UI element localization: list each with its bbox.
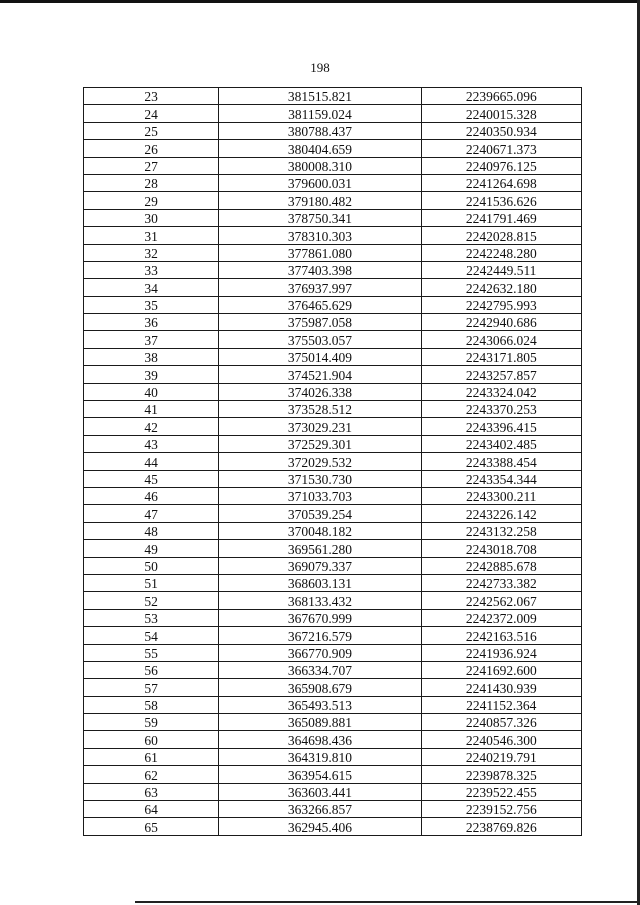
x-coordinate-cell: 380404.659	[219, 140, 421, 157]
point-number-cell: 64	[84, 801, 219, 818]
x-coordinate-cell: 375503.057	[219, 331, 421, 348]
x-coordinate-cell: 363954.615	[219, 766, 421, 783]
x-coordinate-cell: 365493.513	[219, 696, 421, 713]
y-coordinate-cell: 2239878.325	[421, 766, 582, 783]
table-row	[84, 801, 582, 818]
point-number-cell: 30	[84, 209, 219, 226]
point-number-cell: 61	[84, 748, 219, 765]
x-coordinate-cell: 374521.904	[219, 366, 421, 383]
y-coordinate-cell: 2243018.708	[421, 540, 582, 557]
y-coordinate-cell: 2242940.686	[421, 314, 582, 331]
point-number-cell: 42	[84, 418, 219, 435]
point-number-cell: 43	[84, 435, 219, 452]
point-number-cell: 53	[84, 609, 219, 626]
y-coordinate-cell: 2242449.511	[421, 261, 582, 278]
point-number-cell: 58	[84, 696, 219, 713]
y-coordinate-cell: 2242028.815	[421, 227, 582, 244]
x-coordinate-cell: 377403.398	[219, 261, 421, 278]
point-number-cell: 35	[84, 296, 219, 313]
y-coordinate-cell: 2243300.211	[421, 487, 582, 504]
y-coordinate-cell: 2242562.067	[421, 592, 582, 609]
table-row	[84, 644, 582, 661]
x-coordinate-cell: 381515.821	[219, 88, 421, 105]
x-coordinate-cell: 380008.310	[219, 157, 421, 174]
table-row	[84, 192, 582, 209]
point-number-cell: 24	[84, 105, 219, 122]
point-number-cell: 60	[84, 731, 219, 748]
point-number-cell: 33	[84, 261, 219, 278]
point-number-cell: 40	[84, 383, 219, 400]
y-coordinate-cell: 2242632.180	[421, 279, 582, 296]
table-row	[84, 505, 582, 522]
table-row	[84, 818, 582, 835]
point-number-cell: 28	[84, 174, 219, 191]
y-coordinate-cell: 2240219.791	[421, 748, 582, 765]
table-row	[84, 227, 582, 244]
x-coordinate-cell: 363266.857	[219, 801, 421, 818]
table-row	[84, 679, 582, 696]
x-coordinate-cell: 375014.409	[219, 348, 421, 365]
point-number-cell: 57	[84, 679, 219, 696]
x-coordinate-cell: 373528.512	[219, 401, 421, 418]
x-coordinate-cell: 369079.337	[219, 557, 421, 574]
y-coordinate-cell: 2241936.924	[421, 644, 582, 661]
point-number-cell: 51	[84, 574, 219, 591]
y-coordinate-cell: 2239665.096	[421, 88, 582, 105]
table-row	[84, 140, 582, 157]
x-coordinate-cell: 379180.482	[219, 192, 421, 209]
table-row	[84, 731, 582, 748]
x-coordinate-cell: 366334.707	[219, 661, 421, 678]
table-row	[84, 470, 582, 487]
x-coordinate-cell: 370048.182	[219, 522, 421, 539]
y-coordinate-cell: 2242885.678	[421, 557, 582, 574]
point-number-cell: 32	[84, 244, 219, 261]
y-coordinate-cell: 2242733.382	[421, 574, 582, 591]
coordinate-table-body	[84, 88, 582, 836]
point-number-cell: 62	[84, 766, 219, 783]
x-coordinate-cell: 367670.999	[219, 609, 421, 626]
x-coordinate-cell: 377861.080	[219, 244, 421, 261]
x-coordinate-cell: 376937.997	[219, 279, 421, 296]
point-number-cell: 52	[84, 592, 219, 609]
y-coordinate-cell: 2243171.805	[421, 348, 582, 365]
y-coordinate-cell: 2240976.125	[421, 157, 582, 174]
point-number-cell: 29	[84, 192, 219, 209]
x-coordinate-cell: 372529.301	[219, 435, 421, 452]
table-row	[84, 261, 582, 278]
y-coordinate-cell: 2243370.253	[421, 401, 582, 418]
y-coordinate-cell: 2243354.344	[421, 470, 582, 487]
point-number-cell: 50	[84, 557, 219, 574]
table-row	[84, 435, 582, 452]
y-coordinate-cell: 2241264.698	[421, 174, 582, 191]
point-number-cell: 41	[84, 401, 219, 418]
point-number-cell: 27	[84, 157, 219, 174]
y-coordinate-cell: 2240350.934	[421, 122, 582, 139]
x-coordinate-cell: 374026.338	[219, 383, 421, 400]
y-coordinate-cell: 2240546.300	[421, 731, 582, 748]
point-number-cell: 39	[84, 366, 219, 383]
x-coordinate-cell: 363603.441	[219, 783, 421, 800]
x-coordinate-cell: 379600.031	[219, 174, 421, 191]
y-coordinate-cell: 2240015.328	[421, 105, 582, 122]
y-coordinate-cell: 2238769.826	[421, 818, 582, 835]
table-row	[84, 331, 582, 348]
table-row	[84, 279, 582, 296]
table-row	[84, 627, 582, 644]
y-coordinate-cell: 2240671.373	[421, 140, 582, 157]
table-row	[84, 748, 582, 765]
y-coordinate-cell: 2243257.857	[421, 366, 582, 383]
x-coordinate-cell: 375987.058	[219, 314, 421, 331]
point-number-cell: 26	[84, 140, 219, 157]
x-coordinate-cell: 371033.703	[219, 487, 421, 504]
point-number-cell: 23	[84, 88, 219, 105]
y-coordinate-cell: 2241692.600	[421, 661, 582, 678]
point-number-cell: 55	[84, 644, 219, 661]
x-coordinate-cell: 380788.437	[219, 122, 421, 139]
x-coordinate-cell: 367216.579	[219, 627, 421, 644]
table-row	[84, 157, 582, 174]
x-coordinate-cell: 364698.436	[219, 731, 421, 748]
point-number-cell: 56	[84, 661, 219, 678]
x-coordinate-cell: 365908.679	[219, 679, 421, 696]
table-row	[84, 209, 582, 226]
table-row	[84, 522, 582, 539]
point-number-cell: 34	[84, 279, 219, 296]
table-row	[84, 574, 582, 591]
y-coordinate-cell: 2242795.993	[421, 296, 582, 313]
x-coordinate-cell: 378750.341	[219, 209, 421, 226]
point-number-cell: 48	[84, 522, 219, 539]
scan-edge-bottom	[135, 901, 640, 903]
y-coordinate-cell: 2241152.364	[421, 696, 582, 713]
table-row	[84, 401, 582, 418]
x-coordinate-cell: 378310.303	[219, 227, 421, 244]
table-row	[84, 766, 582, 783]
point-number-cell: 44	[84, 453, 219, 470]
table-row	[84, 540, 582, 557]
point-number-cell: 49	[84, 540, 219, 557]
coordinate-table	[83, 87, 582, 836]
table-row	[84, 453, 582, 470]
point-number-cell: 31	[84, 227, 219, 244]
y-coordinate-cell: 2241430.939	[421, 679, 582, 696]
y-coordinate-cell: 2243226.142	[421, 505, 582, 522]
x-coordinate-cell: 365089.881	[219, 714, 421, 731]
table-row	[84, 609, 582, 626]
x-coordinate-cell: 364319.810	[219, 748, 421, 765]
point-number-cell: 59	[84, 714, 219, 731]
point-number-cell: 25	[84, 122, 219, 139]
y-coordinate-cell: 2242248.280	[421, 244, 582, 261]
table-row	[84, 105, 582, 122]
y-coordinate-cell: 2241791.469	[421, 209, 582, 226]
point-number-cell: 46	[84, 487, 219, 504]
x-coordinate-cell: 376465.629	[219, 296, 421, 313]
point-number-cell: 38	[84, 348, 219, 365]
x-coordinate-cell: 371530.730	[219, 470, 421, 487]
x-coordinate-cell: 369561.280	[219, 540, 421, 557]
table-row	[84, 383, 582, 400]
y-coordinate-cell: 2243388.454	[421, 453, 582, 470]
y-coordinate-cell: 2243402.485	[421, 435, 582, 452]
y-coordinate-cell: 2243396.415	[421, 418, 582, 435]
table-row	[84, 88, 582, 105]
y-coordinate-cell: 2242163.516	[421, 627, 582, 644]
y-coordinate-cell: 2240857.326	[421, 714, 582, 731]
x-coordinate-cell: 366770.909	[219, 644, 421, 661]
table-row	[84, 348, 582, 365]
table-row	[84, 366, 582, 383]
y-coordinate-cell: 2241536.626	[421, 192, 582, 209]
y-coordinate-cell: 2243132.258	[421, 522, 582, 539]
table-row	[84, 696, 582, 713]
x-coordinate-cell: 362945.406	[219, 818, 421, 835]
page-number: 198	[310, 60, 330, 75]
y-coordinate-cell: 2243324.042	[421, 383, 582, 400]
point-number-cell: 45	[84, 470, 219, 487]
y-coordinate-cell: 2239152.756	[421, 801, 582, 818]
table-row	[84, 487, 582, 504]
table-row	[84, 557, 582, 574]
table-row	[84, 592, 582, 609]
x-coordinate-cell: 372029.532	[219, 453, 421, 470]
x-coordinate-cell: 368603.131	[219, 574, 421, 591]
table-row	[84, 314, 582, 331]
point-number-cell: 47	[84, 505, 219, 522]
point-number-cell: 63	[84, 783, 219, 800]
x-coordinate-cell: 381159.024	[219, 105, 421, 122]
y-coordinate-cell: 2242372.009	[421, 609, 582, 626]
table-row	[84, 661, 582, 678]
scan-edge-top	[0, 0, 640, 3]
point-number-cell: 54	[84, 627, 219, 644]
table-row	[84, 783, 582, 800]
x-coordinate-cell: 370539.254	[219, 505, 421, 522]
point-number-cell: 65	[84, 818, 219, 835]
x-coordinate-cell: 368133.432	[219, 592, 421, 609]
y-coordinate-cell: 2243066.024	[421, 331, 582, 348]
point-number-cell: 36	[84, 314, 219, 331]
x-coordinate-cell: 373029.231	[219, 418, 421, 435]
point-number-cell: 37	[84, 331, 219, 348]
table-row	[84, 296, 582, 313]
y-coordinate-cell: 2239522.455	[421, 783, 582, 800]
table-row	[84, 174, 582, 191]
table-row	[84, 122, 582, 139]
table-row	[84, 714, 582, 731]
table-row	[84, 418, 582, 435]
table-row	[84, 244, 582, 261]
